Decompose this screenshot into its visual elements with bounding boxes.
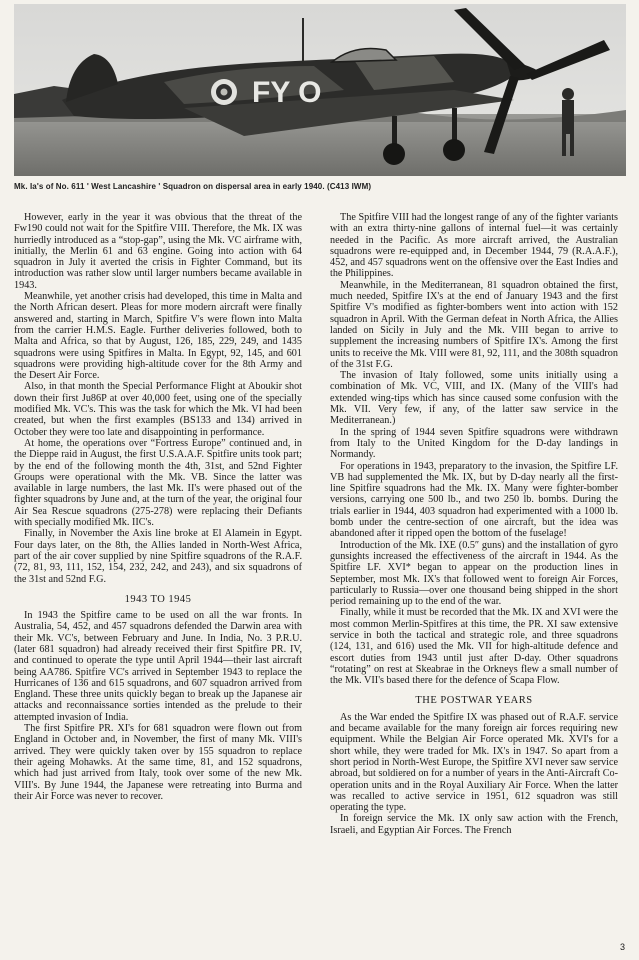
paragraph: The Spitfire VIII had the longest range of any of the fighter variants with an extra thirty-nine gallons of internal fuel—it was certainly needed in the Pacific. As more aircraft arrived, the Australian squadrons were re-equipped and, in December 1944, 79 (R.A.A.F.), 452, and 457 squadrons went on the offensive over the East Indies and the Philippines.	[330, 212, 618, 280]
paragraph: In foreign service the Mk. IX only saw action with the French, Israeli, and Egyptian Air Forces. The French	[330, 813, 618, 836]
paragraph: Meanwhile, yet another crisis had developed, this time in Malta and the North African desert. Pleas for more modern aircraft were finally answered and, starting in March, Spitfire V's were flown into Malta from the carrier H.M.S. Eagle. Further deliveries followed, both to Malta and Africa, so that by August, 126, 185, 229, 249, and 1435 squadrons were using Spitfires in Malta. In Egypt, 92, 145, and 601 squadrons were providing high-altitude cover for the 8th Army and the Desert Air Force.	[14, 291, 302, 382]
paragraph: As the War ended the Spitfire IX was phased out of R.A.F. service and became available for the many foreign air forces requiring new equipment. While the Belgian Air Force operated Mk. XVI's for a short while, they were traded for Mk. IX's in 1947. So apart from a short period in North-West Europe, the Spitfire XVI never saw service abroad, but soldiered on for a number of years in the Anti-Aircraft Co-operation units and in the Royal Auxiliary Air Force. When the latter was recalled to active service in 1951, 612 squadron was still operating the type.	[330, 711, 618, 814]
left-column	[14, 212, 302, 802]
paragraph: Finally, while it must be recorded that the Mk. IX and XVI were the most common Merlin-Spitfires at this time, the PR. XI saw extensive service in both the tactical and strategic role, and three squadrons (124, 131, and 616) used the Mk. VII for high-altitude defence and escort duties from 1943 until just after D-day. Other squadrons “rotating” on rest at Skeabrae in the Orkneys flew a small number of the Mk. VII's based there for the defence of Scapa Flow.	[330, 607, 618, 687]
spitfire-photo	[14, 4, 626, 176]
paragraph: However, early in the year it was obvious that the threat of the Fw190 could not wait for the Spitfire VIII. Therefore, the Mk. IX was hurriedly introduced as a “stop-gap”, using the Mk. VC airframe with, initially, the Merlin 61 and 63 engine. Going into action with 64 squadron in July it averted the crisis in Fighter Command, but its introduction was rather slow until larger numbers became available in 1943.	[14, 212, 302, 291]
right-column	[330, 212, 618, 836]
paragraph: The invasion of Italy followed, some units initially using a combination of Mk. VC, VIII, and IX. (Many of the VIII's had extended wing-tips which has since caused some confusion with the Mk. VII. Very few, if any, of the latter saw service in the Mediterranean.)	[330, 370, 618, 427]
section-heading: 1943 TO 1945	[124, 593, 192, 605]
photo-caption: Mk. Ia's of No. 611 ' West Lancashire ' Squadron on dispersal area in early 1940. (C413 IWM)	[14, 182, 372, 191]
paragraph: At home, the operations over “Fortress Europe” continued and, in the Dieppe raid in August, the first U.S.A.A.F. Spitfire units took part; by the end of the following month the 4th, 31st, and 52nd Fighter Groups were operational with the Mk. VB. Since the latter was available in large numbers, the last Mk. II's were phased out of the fighter squadrons by June and, at the turn of the year, the original four Air Sea Rescue squadrons (275-278) were replacing their Defiants with specially modified Mk. IIC's.	[14, 437, 302, 529]
code-letters: FY O	[252, 76, 322, 109]
paragraph: Meanwhile, in the Mediterranean, 81 squadron obtained the first, much needed, Spitfire IX's at the end of January 1943 and the first Spitfire V's modified as fighter-bombers went into action with 152 squadron in April. With the German defeat in North Africa, the Allies landed on Sicily in July and the Mk. VIII began to arrive to supplement the increasing numbers of Spitfire IX's. Among the first units to receive the Mk. VIII were 81, 92, 111, and the 308th squadron of the 31st F.G.	[330, 279, 618, 370]
paragraph: Finally, in November the Axis line broke at El Alamein in Egypt. Four days later, on the 8th, the Allies landed in North-West Africa, part of the air cover supplied by nine Spitfire squadrons of the R.A.F. (72, 81, 93, 111, 152, 154, 232, 242, and 243), and six squadrons of the 31st and 52nd F.G.	[14, 528, 302, 585]
page-number: 3	[619, 942, 625, 952]
paragraph: The first Spitfire PR. XI's for 681 squadron were flown out from England in October and, in November, the first of many Mk. VIII's arrived. They were quickly taken over by 155 squadron to replace their ageing Mohawks. At the same time, 81, and 152 squadrons, which had just arrived from Italy, took over some of the new Mk. VIII's. By June 1944, the Japanese were retreating into Burma and their Air Force was never to recover.	[14, 723, 302, 802]
paragraph: In 1943 the Spitfire came to be used on all the war fronts. In Australia, 54, 452, and 457 squadrons defended the Darwin area with their Mk. VC's, between February and June. In India, No. 3 P.R.U. (later 681 squadron) had already received their first Spitfire PR. IV, and continued to operate the type until April 1944—their last aircraft being AA786. Spitfire VC's arrived in September 1943 to replace the Hurricanes of 136 and 615 squadrons, and 607 squadron arrived from England. These three units quickly began to break up the Japanese air attacks and reconnaissance sorties intended as the prelude to their attempted invasion of India.	[14, 610, 302, 723]
paragraph: For operations in 1943, preparatory to the invasion, the Spitfire LF. VB had supplemented the Mk. IX, but by D-day nearly all the first-line Spitfire squadrons had the Mk. IX. Many were fighter-bomber versions, carrying one 500 lb., and two 250 lb. bombs. During the trials earlier in 1944, 403 squadron had experimented with a 1000 lb. bomb under the centre-section of one aircraft, but the idea was abandoned after it ripped open the bottom of the fuselage!	[330, 460, 618, 540]
paragraph: Introduction of the Mk. IXE (0.5″ guns) and the installation of gyro gunsights increased the effectiveness of the aircraft in 1944. As the Spitfire LF. XVI* began to appear on the production lines in September, most Mk. IX's that followed went to foreign Air Forces, particularly to Russia—over one thousand being shipped in the short period remaining up to the end of the war.	[330, 539, 618, 608]
section-heading: THE POSTWAR YEARS	[415, 695, 533, 707]
paragraph: In the spring of 1944 seven Spitfire squadrons were withdrawn from Italy to the United Kingdom for the D-day landings in Normandy.	[330, 426, 618, 461]
paragraph: Also, in that month the Special Performance Flight at Aboukir shot down their first Ju86P at over 40,000 feet, using one of the specially modified Mk. VC's. This was the task for which the Mk. VI had been created, but when the first examples (BS133 and 134) arrived in October they were too late and disappointing in performance.	[14, 381, 302, 438]
